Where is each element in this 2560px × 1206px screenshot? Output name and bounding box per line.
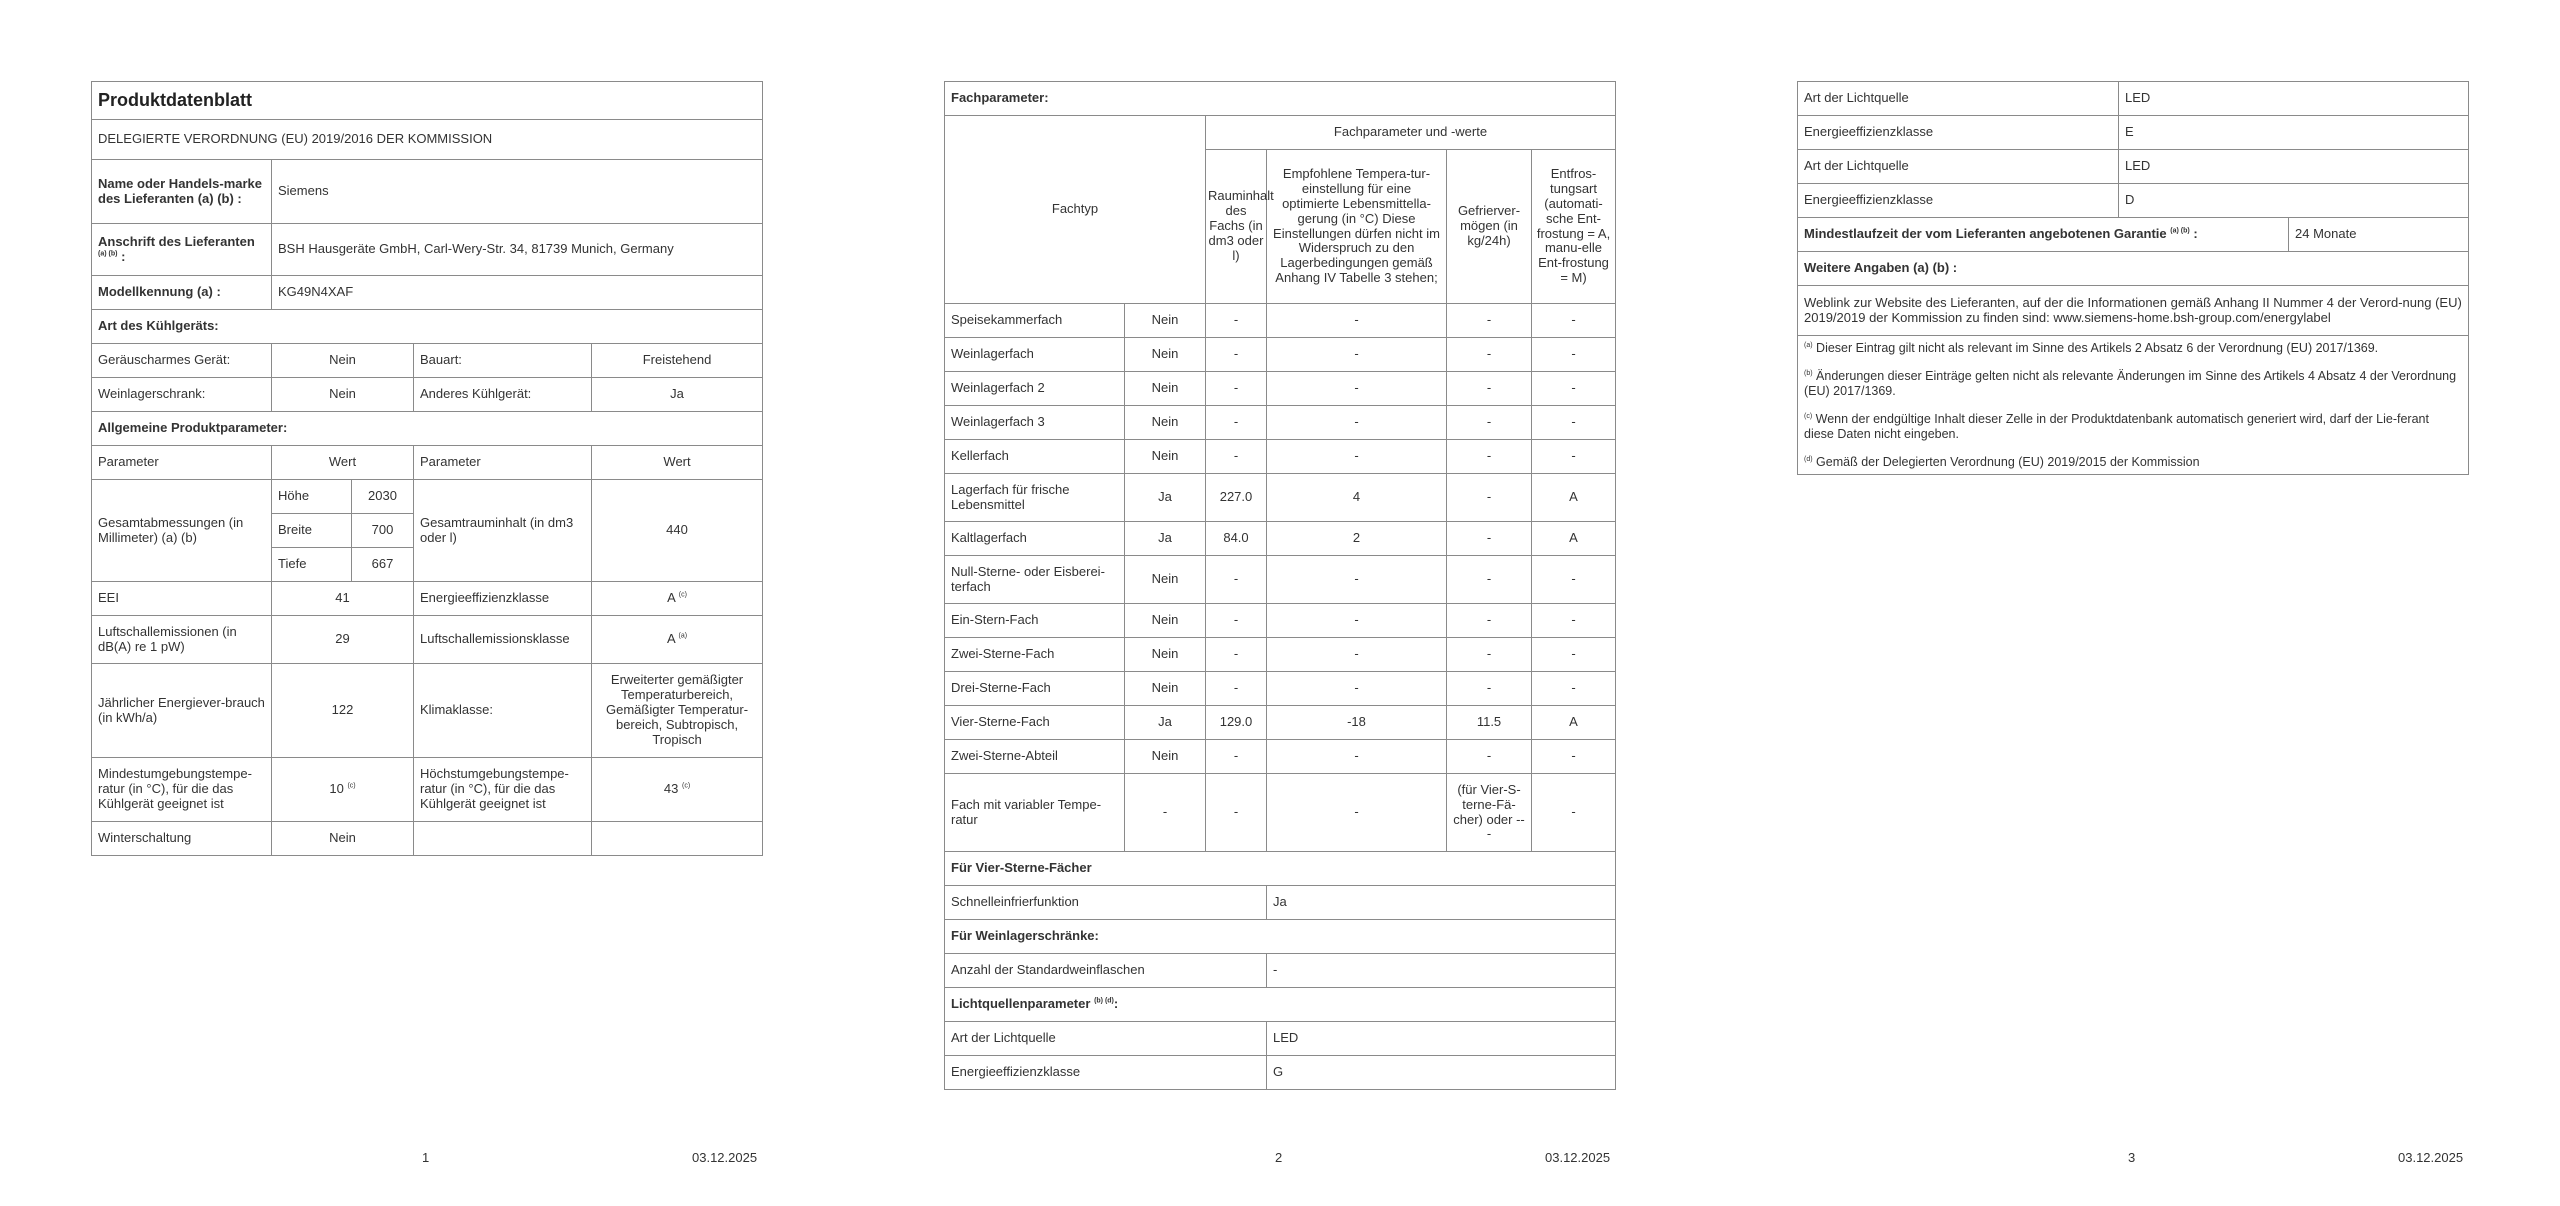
compartment-name: Speisekammerfach [945,304,1125,338]
compartment-temperature: -18 [1267,706,1447,740]
light-type-value: LED [1267,1022,1616,1056]
compartment-temperature: 2 [1267,522,1447,556]
compartment-heading: Fachparameter: [945,82,1616,116]
light-source-heading: Lichtquellenparameter $^{(b) (d)}$: [945,988,1616,1022]
compartment-defrost-type: A [1532,522,1616,556]
compartment-row [945,338,1616,372]
page-date: 03.12.2025 [692,1150,758,1165]
compartment-volume: - [1206,440,1267,474]
product-datasheet-table [91,81,763,856]
col-header-value: Wert [592,446,763,480]
compartment-name: Kellerfach [945,440,1125,474]
brand-label: Name oder Handels-marke des Lieferanten (a) (b) : [92,160,272,224]
compartment-freezing-capacity: - [1447,604,1532,638]
footnote-b: $^{(b)}$ Änderungen dieser Einträge gelten nicht als relevante Änderungen im Sinne des Artikels 4 Absatz 4 der Verordnung (EU) 2017/1369. [1804,369,2457,398]
height-label: Höhe [272,480,352,514]
compartment-freezing-capacity: - [1447,304,1532,338]
low-noise-label: Geräuscharmes Gerät: [92,344,272,378]
warranty-label: Mindestlaufzeit der vom Lieferanten angebotenen Garantie $^{(a) (b)}$ : [1798,218,2289,252]
empty-cell [414,822,592,856]
compartment-row [945,372,1616,406]
compartment-defrost-type: - [1532,338,1616,372]
compartment-row [945,740,1616,774]
energy-class-value: A $^{(c)}$ [592,582,763,616]
compartment-defrost-type: - [1532,406,1616,440]
quick-freeze-label: Schnelleinfrierfunktion [945,886,1267,920]
compartment-present: Ja [1125,522,1206,556]
compartment-name: Zwei-Sterne-Abteil [945,740,1125,774]
compartment-row [945,556,1616,604]
compartment-defrost-type: A [1532,706,1616,740]
light-row-value: E [2119,116,2469,150]
compartment-present: Nein [1125,740,1206,774]
page-date: 03.12.2025 [1545,1150,1611,1165]
compartment-volume: - [1206,406,1267,440]
compartment-name: Kaltlagerfach [945,522,1125,556]
compartment-group-header: Fachparameter und -werte [1206,116,1616,150]
compartment-volume: - [1206,740,1267,774]
compartment-defrost-type: A [1532,474,1616,522]
compartment-temperature: - [1267,406,1447,440]
four-star-heading: Für Vier-Sterne-Fächer [945,852,1616,886]
more-info-heading: Weitere Angaben (a) (b) : [1798,252,2469,286]
col-header-freezing-capacity: Gefrierver-mögen (in kg/24h) [1447,150,1532,304]
compartment-defrost-type: - [1532,304,1616,338]
compartment-freezing-capacity: 11.5 [1447,706,1532,740]
compartment-volume: - [1206,304,1267,338]
compartment-row [945,672,1616,706]
compartment-row [945,706,1616,740]
compartment-row [945,474,1616,522]
compartment-row [945,638,1616,672]
compartment-volume: - [1206,774,1267,852]
noise-value: 29 [272,616,414,664]
regulation-subtitle: DELEGIERTE VERORDNUNG (EU) 2019/2016 DER KOMMISSION [92,120,763,160]
energy-consumption-label: Jährlicher Energiever-brauch (in kWh/a) [92,664,272,758]
compartment-name: Weinlagerfach 3 [945,406,1125,440]
additional-info-table [1797,81,2469,475]
compartment-volume: - [1206,556,1267,604]
compartment-temperature: - [1267,774,1447,852]
page-number: 1 [422,1150,430,1165]
winter-switch-label: Winterschaltung [92,822,272,856]
compartment-defrost-type: - [1532,372,1616,406]
compartment-volume: - [1206,604,1267,638]
noise-label: Luftschallemissionen (in dB(A) re 1 pW) [92,616,272,664]
compartment-temperature: - [1267,556,1447,604]
compartment-temperature: - [1267,638,1447,672]
compartment-volume: - [1206,338,1267,372]
depth-value: 667 [352,548,414,582]
page-number: 2 [1275,1150,1283,1165]
col-header-parameter: Parameter [414,446,592,480]
light-source-row [1798,150,2469,184]
compartment-freezing-capacity: - [1447,740,1532,774]
compartment-freezing-capacity: - [1447,556,1532,604]
model-label: Modellkennung (a) : [92,276,272,310]
col-header-compartment-type: Fachtyp [945,116,1206,304]
light-source-row [1798,116,2469,150]
compartment-name: Vier-Sterne-Fach [945,706,1125,740]
compartment-present: Ja [1125,706,1206,740]
compartment-defrost-type: - [1532,604,1616,638]
compartment-name: Ein-Stern-Fach [945,604,1125,638]
wine-bottles-label: Anzahl der Standardweinflaschen [945,954,1267,988]
compartment-present: Nein [1125,304,1206,338]
compartment-volume: 84.0 [1206,522,1267,556]
min-temp-value: 10 $^{(c)}$ [272,758,414,822]
compartment-freezing-capacity: - [1447,372,1532,406]
compartment-freezing-capacity: - [1447,440,1532,474]
footnote-d: $^{(d)}$ Gemäß der Delegierten Verordnung (EU) 2019/2015 der Kommission [1804,454,2200,469]
compartment-volume: 129.0 [1206,706,1267,740]
light-class-value: G [1267,1056,1616,1090]
low-noise-value: Nein [272,344,414,378]
design-label: Bauart: [414,344,592,378]
winter-switch-value: Nein [272,822,414,856]
compartment-defrost-type: - [1532,740,1616,774]
model-value: KG49N4XAF [272,276,763,310]
volume-label: Gesamtrauminhalt (in dm3 oder l) [414,480,592,582]
compartment-name: Weinlagerfach [945,338,1125,372]
col-header-volume: Rauminhalt des Fachs (in dm3 oder l) [1206,150,1267,304]
compartment-defrost-type: - [1532,556,1616,604]
volume-value: 440 [592,480,763,582]
compartment-name: Fach mit variabler Tempe-ratur [945,774,1125,852]
light-source-row [1798,82,2469,116]
light-row-label: Energieeffizienzklasse [1798,184,2119,218]
col-header-parameter: Parameter [92,446,272,480]
compartment-row [945,406,1616,440]
light-class-label: Energieeffizienzklasse [945,1056,1267,1090]
col-header-defrost-type: Entfros-tungsart (automati-sche Ent-frostung = A, manu-elle Ent-frostung = M) [1532,150,1616,304]
compartment-temperature: - [1267,304,1447,338]
page-number: 3 [2128,1150,2136,1165]
compartment-table [944,81,1616,1090]
compartment-freezing-capacity: - [1447,672,1532,706]
other-appliance-value: Ja [592,378,763,412]
compartment-row [945,440,1616,474]
compartment-defrost-type: - [1532,440,1616,474]
compartment-volume: - [1206,638,1267,672]
compartment-volume: - [1206,372,1267,406]
compartment-name: Drei-Sterne-Fach [945,672,1125,706]
wine-cabinet-value: Nein [272,378,414,412]
compartment-volume: - [1206,672,1267,706]
compartment-present: Nein [1125,372,1206,406]
compartment-temperature: - [1267,372,1447,406]
compartment-defrost-type: - [1532,774,1616,852]
compartment-freezing-capacity: - [1447,522,1532,556]
wine-cabinet-label: Weinlagerschrank: [92,378,272,412]
dimensions-label: Gesamtabmessungen (in Millimeter) (a) (b) [92,480,272,582]
other-appliance-label: Anderes Kühlgerät: [414,378,592,412]
design-value: Freistehend [592,344,763,378]
weblink-text: Weblink zur Website des Lieferanten, auf der die Informationen gemäß Anhang II Nummer 4 der Verord-nung (EU) 2019/2019 der Kommission zu finden sind: www.siemens-home.bsh-group.com/energylabel [1798,286,2469,336]
light-row-label: Art der Lichtquelle [1798,150,2119,184]
compartment-name: Null-Sterne- oder Eisberei-terfach [945,556,1125,604]
noise-class-value: A $^{(a)}$ [592,616,763,664]
width-value: 700 [352,514,414,548]
warranty-value: 24 Monate [2289,218,2469,252]
compartment-row [945,604,1616,638]
compartment-name: Lagerfach für frische Lebensmittel [945,474,1125,522]
light-type-label: Art der Lichtquelle [945,1022,1267,1056]
address-value: BSH Hausgeräte GmbH, Carl-Wery-Str. 34, 81739 Munich, Germany [272,224,763,276]
compartment-temperature: - [1267,440,1447,474]
compartment-present: - [1125,774,1206,852]
compartment-present: Nein [1125,604,1206,638]
climate-class-value: Erweiterter gemäßigter Temperaturbereich, Gemäßigter Temperatur-bereich, Subtropisch, Tropisch [592,664,763,758]
page-3 [1706,0,2559,1206]
page-title: Produktdatenblatt [92,82,763,120]
footnote-a: $^{(a)}$ Dieser Eintrag gilt nicht als relevant im Sinne des Artikels 2 Absatz 6 der Verordnung (EU) 2017/1369. [1804,341,2379,355]
light-row-value: LED [2119,150,2469,184]
compartment-freezing-capacity: - [1447,638,1532,672]
compartment-temperature: 4 [1267,474,1447,522]
compartment-row [945,774,1616,852]
address-label: Anschrift des Lieferanten $^{(a) (b)}$ : [92,224,272,276]
general-params-heading: Allgemeine Produktparameter: [92,412,763,446]
compartment-present: Nein [1125,338,1206,372]
light-row-value: D [2119,184,2469,218]
empty-cell [592,822,763,856]
compartment-freezing-capacity: - [1447,474,1532,522]
page-date: 03.12.2025 [2398,1150,2464,1165]
compartment-present: Nein [1125,672,1206,706]
compartment-row [945,304,1616,338]
eei-value: 41 [272,582,414,616]
compartment-volume: 227.0 [1206,474,1267,522]
compartment-temperature: - [1267,740,1447,774]
max-temp-label: Höchstumgebungstempe-ratur (in °C), für die das Kühlgerät geeignet ist [414,758,592,822]
climate-class-label: Klimaklasse: [414,664,592,758]
compartment-defrost-type: - [1532,638,1616,672]
noise-class-label: Luftschallemissionsklasse [414,616,592,664]
brand-value: Siemens [272,160,763,224]
eei-label: EEI [92,582,272,616]
compartment-present: Nein [1125,556,1206,604]
compartment-present: Nein [1125,406,1206,440]
quick-freeze-value: Ja [1267,886,1616,920]
wine-bottles-value: - [1267,954,1616,988]
depth-label: Tiefe [272,548,352,582]
energy-class-label: Energieeffizienzklasse [414,582,592,616]
light-row-label: Art der Lichtquelle [1798,82,2119,116]
compartment-present: Ja [1125,474,1206,522]
compartment-row [945,522,1616,556]
max-temp-value: 43 $^{(c)}$ [592,758,763,822]
compartment-freezing-capacity: - [1447,338,1532,372]
compartment-temperature: - [1267,338,1447,372]
footnote-c: $^{(c)}$ Wenn der endgültige Inhalt dieser Zelle in der Produktdatenbank automatisch generiert wird, darf der Lie-ferant diese Daten nicht eingeben. [1804,412,2429,441]
footnotes [1798,336,2469,475]
width-label: Breite [272,514,352,548]
col-header-temperature: Empfohlene Tempera-tur-einstellung für eine optimierte Lebensmittella-gerung (in °C) Diese Einstellungen dürfen nicht im Widerspruch zu den Lagerbedingungen gemäß Anhang IV Tabelle 3 stehen; [1267,150,1447,304]
energy-consumption-value: 122 [272,664,414,758]
page-2 [853,0,1706,1206]
appliance-type-heading: Art des Kühlgeräts: [92,310,763,344]
light-row-label: Energieeffizienzklasse [1798,116,2119,150]
compartment-present: Nein [1125,440,1206,474]
compartment-temperature: - [1267,604,1447,638]
height-value: 2030 [352,480,414,514]
compartment-freezing-capacity: (für Vier-S-terne-Fä-cher) oder --- [1447,774,1532,852]
compartment-freezing-capacity: - [1447,406,1532,440]
light-source-row [1798,184,2469,218]
compartment-name: Zwei-Sterne-Fach [945,638,1125,672]
compartment-defrost-type: - [1532,672,1616,706]
page-1 [0,0,853,1206]
wine-storage-heading: Für Weinlagerschränke: [945,920,1616,954]
compartment-present: Nein [1125,638,1206,672]
col-header-value: Wert [272,446,414,480]
compartment-name: Weinlagerfach 2 [945,372,1125,406]
min-temp-label: Mindestumgebungstempe-ratur (in °C), für die das Kühlgerät geeignet ist [92,758,272,822]
light-row-value: LED [2119,82,2469,116]
compartment-temperature: - [1267,672,1447,706]
